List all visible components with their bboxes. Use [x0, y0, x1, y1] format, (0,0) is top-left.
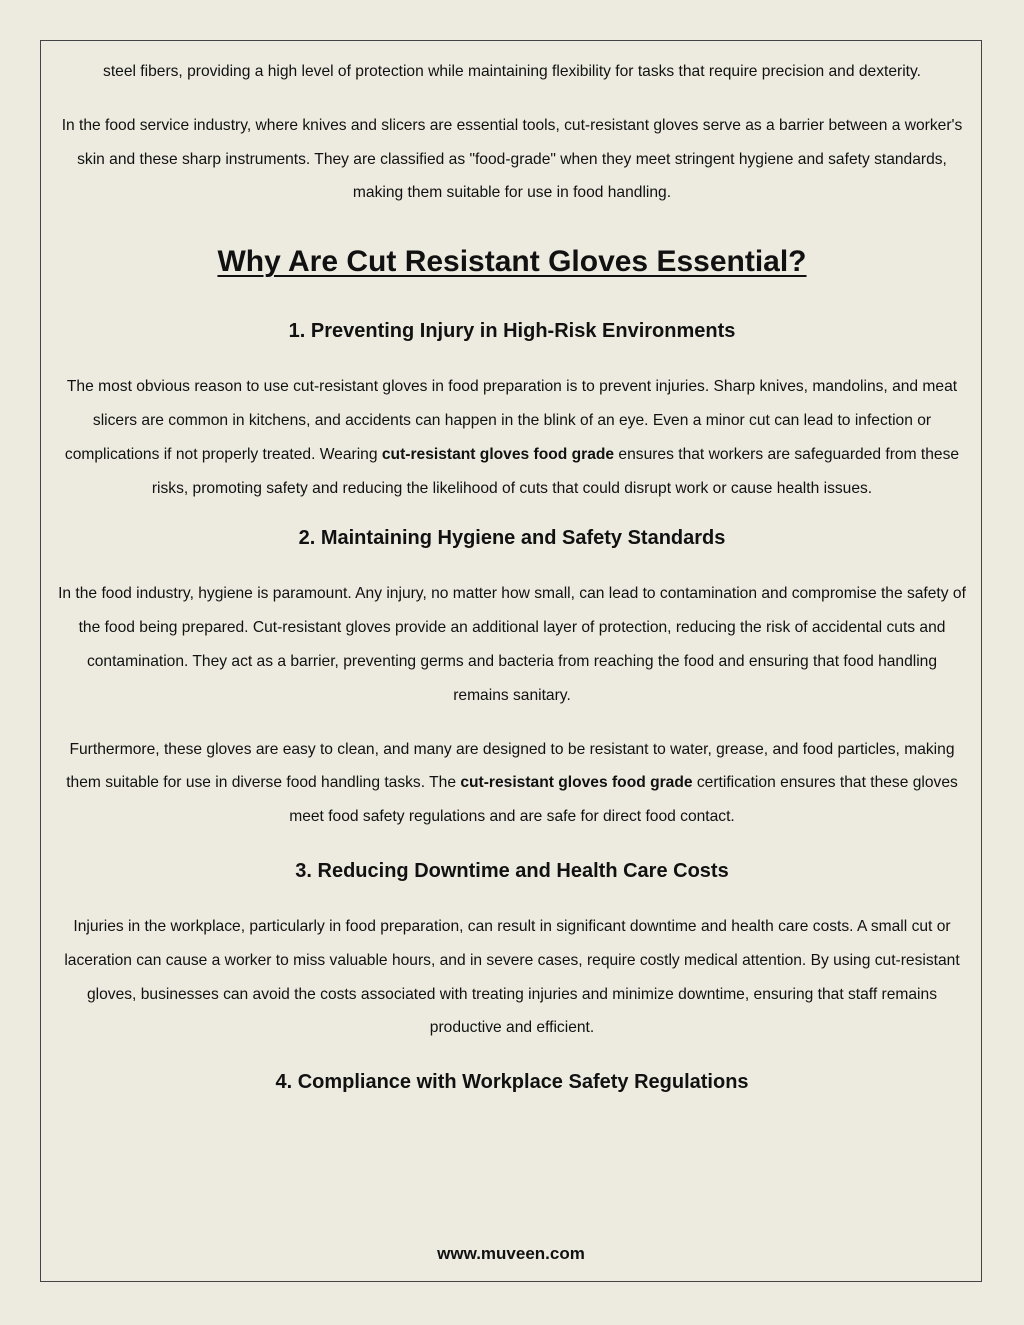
main-heading: Why Are Cut Resistant Gloves Essential? — [217, 245, 807, 279]
section-1-paragraph — [58, 370, 966, 505]
footer-website-url: www.muveen.com — [437, 1244, 585, 1263]
section-2-paragraph-2 — [58, 733, 966, 834]
section-2-heading: 2. Maintaining Hygiene and Safety Standards — [298, 527, 726, 550]
section-2-text-end: certification ensures that these gloves meet food safety regulations and are safe for direct food contact. — [289, 774, 958, 826]
section-2-keyword: cut-resistant gloves food grade — [460, 774, 693, 792]
section-4-heading: 4. Compliance with Workplace Safety Regulations — [275, 1071, 749, 1094]
section-2-text-start: Furthermore, these gloves are easy to clean, and many are designed to be resistant to water, grease, and food particles, making them suitable for use in diverse food handling tasks. The — [66, 740, 955, 792]
document-content — [58, 55, 966, 1121]
section-1-heading: 1. Preventing Injury in High-Risk Environments — [288, 320, 736, 343]
section-1-text-end: ensures that workers are safeguarded from these risks, promoting safety and reducing the likelihood of cuts that could disrupt work or cause health issues. — [151, 445, 960, 497]
section-3-paragraph: Injuries in the workplace, particularly in food preparation, can result in significant downtime and health care costs. A small cut or laceration can cause a worker to miss valuable hours, and in severe cases, require costly medical attention. By using cut-resistant gloves, businesses can avoid the costs associated with treating injuries and minimize downtime, ensuring that staff remains productive and efficient. — [64, 917, 960, 1037]
intro-paragraph-2: In the food service industry, where knives and slicers are essential tools, cut-resistant gloves serve as a barrier between a worker's skin and these sharp instruments. They are classified as "food-grade" when they meet stringent hygiene and safety standards, making them suitable for use in food handling. — [61, 116, 963, 202]
section-1-text-start: The most obvious reason to use cut-resistant gloves in food preparation is to prevent injuries. Sharp knives, mandolins, and meat slicers are common in kitchens, and accidents can happen in the blink of an eye. Even a minor cut can lead to infection or complications if not properly treated. Wearing — [64, 378, 958, 463]
section-2-paragraph-1: In the food industry, hygiene is paramount. Any injury, no matter how small, can lead to contamination and compromise the safety of the food being prepared. Cut-resistant gloves provide an additional layer of protection, reducing the risk of accidental cuts and contamination. They act as a barrier, preventing germs and bacteria from reaching the food and ensuring that food handling remains sanitary. — [58, 585, 966, 704]
intro-paragraph-1: steel fibers, providing a high level of protection while maintaining flexibility for tasks that require precision and dexterity. — [103, 63, 921, 80]
section-1-keyword: cut-resistant gloves food grade — [381, 445, 615, 463]
section-3-heading: 3. Reducing Downtime and Health Care Costs — [295, 859, 729, 882]
